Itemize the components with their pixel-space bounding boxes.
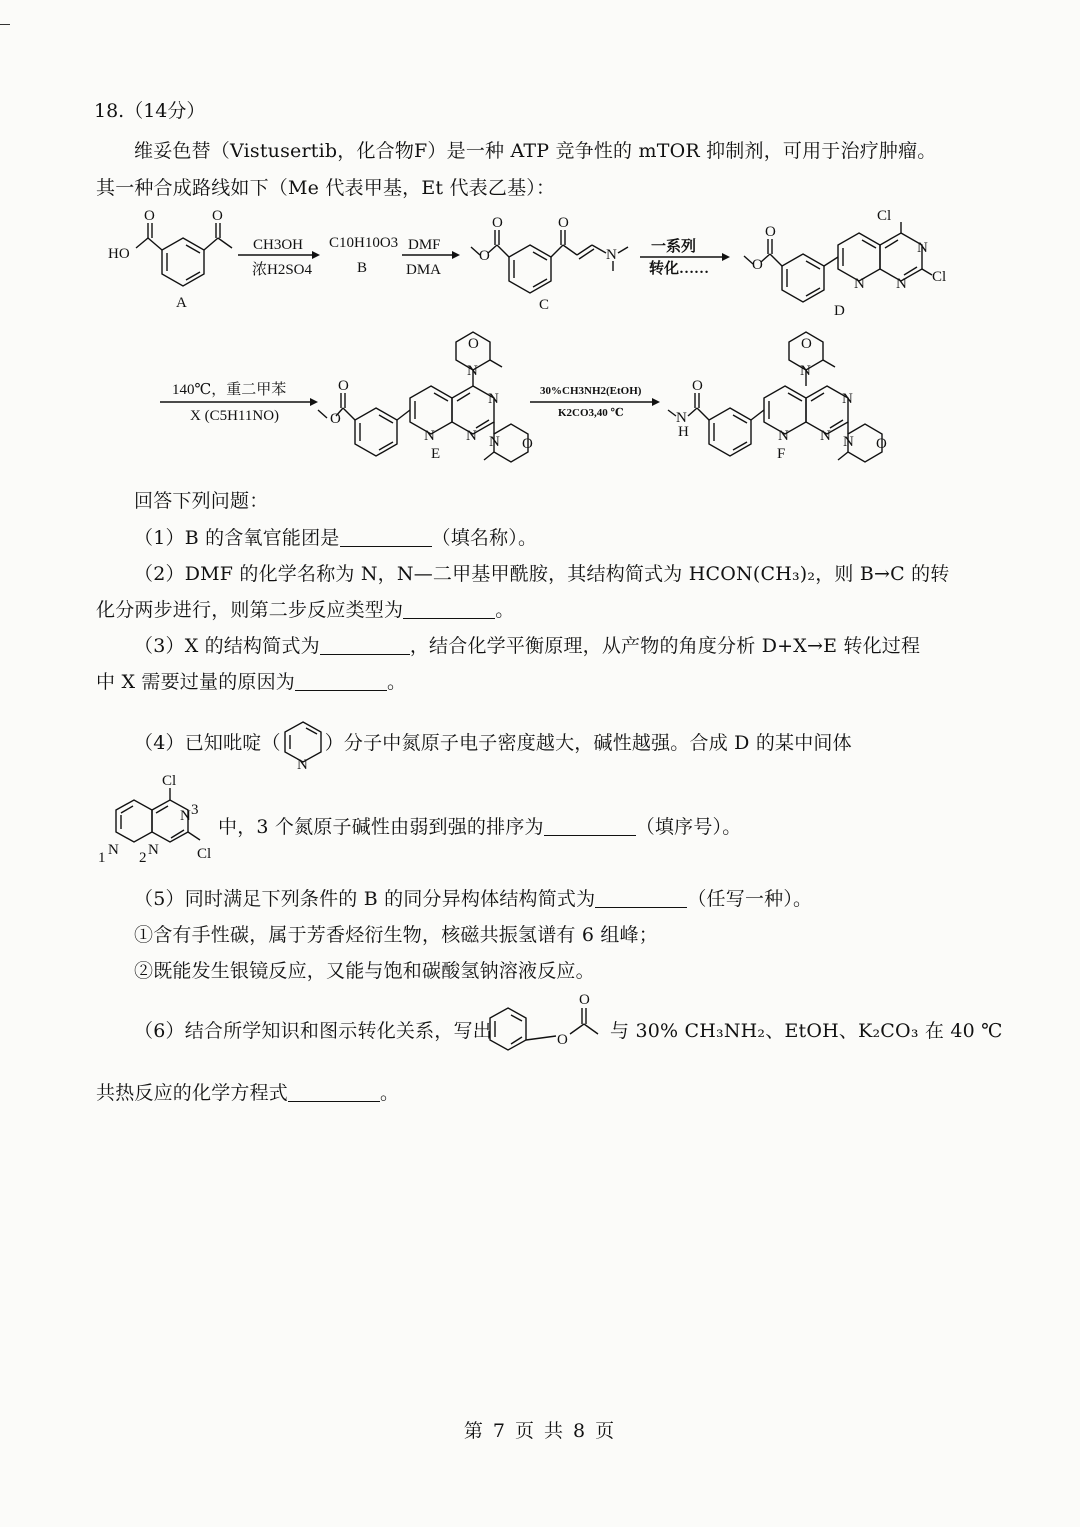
question-number: 18.（14分） xyxy=(94,100,206,122)
pyridine-structure xyxy=(281,718,325,773)
answer-blank xyxy=(295,671,387,691)
page-footer: 第 7 页 共 8 页 xyxy=(463,1420,617,1442)
q2-text-end: 。 xyxy=(495,599,515,621)
q4-text-end: ）分子中氮原子电子密度越大，碱性越强。合成 D 的某中间体 xyxy=(324,732,852,754)
atom-label: O xyxy=(492,215,503,231)
arrowhead xyxy=(452,251,460,259)
step3-condition: 转化…… xyxy=(649,261,710,277)
atom-label: N xyxy=(466,428,477,444)
step4-reagent: X (C5H11NO) xyxy=(190,408,280,424)
q4-text-end: （填序号）。 xyxy=(635,816,742,838)
atom-label: HO xyxy=(108,246,130,262)
compound-label-a: A xyxy=(176,295,187,311)
condition-1: ①含有手性碳，属于芳香烃衍生物，核磁共振氢谱有 6 组峰； xyxy=(134,924,658,946)
atom-label: O xyxy=(468,336,479,352)
q3-text: 中 X 需要过量的原因为 xyxy=(96,671,296,693)
atom-label: Cl xyxy=(932,269,947,285)
step5-condition: K2CO3,40 ℃ xyxy=(558,407,624,419)
answer-blank xyxy=(595,888,687,908)
atom-label: N xyxy=(778,428,789,444)
atom-label: O xyxy=(692,378,703,394)
atom-label: O xyxy=(752,257,763,273)
atom-label: O xyxy=(876,436,887,452)
atom-label: O xyxy=(522,436,533,452)
atom-label: N xyxy=(488,391,499,407)
atom-label: N xyxy=(800,363,811,379)
q5-text: （5）同时满足下列条件的 B 的同分异构体结构简式为 xyxy=(134,888,596,910)
atom-label: N xyxy=(424,428,435,444)
q5-text-end: （任写一种）。 xyxy=(687,888,813,910)
atom-label: N xyxy=(842,391,853,407)
question-2-line-1: （2）DMF 的化学名称为 N，N—二甲基甲酰胺，其结构简式为 HCON(CH₃)₂，则 B→C 的转 xyxy=(134,563,950,585)
atom-label: Cl xyxy=(162,773,177,789)
n-number-3: 3 xyxy=(191,802,199,818)
intro-line-2: 其一种合成路线如下（Me 代表甲基，Et 代表乙基）： xyxy=(96,177,556,199)
q6-text-end: 。 xyxy=(380,1082,400,1104)
atom-label: N xyxy=(108,842,119,858)
q4-text: 中，3 个氮原子碱性由弱到强的排序为 xyxy=(218,816,544,838)
atom-label: N xyxy=(148,842,159,858)
atom-label: N xyxy=(676,410,687,426)
question-4-line-1 xyxy=(134,718,852,773)
condition-2: ②既能发生银镜反应，又能与饱和碳酸氢钠溶液反应。 xyxy=(134,960,595,982)
arrowhead xyxy=(310,398,318,406)
atom-label: O xyxy=(144,208,155,224)
answer-blank xyxy=(340,527,432,547)
atom-label: N xyxy=(820,428,831,444)
intro-line-1: 维妥色替（Vistusertib，化合物F）是一种 ATP 竞争性的 mTOR 抑制剂，可用于治疗肿瘤。 xyxy=(134,140,937,162)
atom-label: N xyxy=(467,363,478,379)
atom-label: O xyxy=(558,215,569,231)
q1-text: （1）B 的含氧官能团是 xyxy=(134,527,340,549)
compound-label-c: C xyxy=(539,297,550,313)
q3-text-end: 。 xyxy=(387,671,407,693)
atom-label: N xyxy=(296,757,308,773)
atom-label: N xyxy=(843,434,854,450)
compound-label-f: F xyxy=(777,446,786,462)
step1-reagent: CH3OH xyxy=(253,237,304,253)
n-number-2: 2 xyxy=(139,850,147,866)
atom-label: O xyxy=(330,411,341,427)
b-formula: C10H10O3 xyxy=(329,235,399,251)
atom-label: Cl xyxy=(877,208,892,224)
question-6-line-2 xyxy=(96,1078,399,1105)
q4-text: （4）已知吡啶（ xyxy=(134,732,281,754)
answers-intro: 回答下列问题： xyxy=(134,490,269,512)
atom-label: O xyxy=(579,992,590,1008)
question-2-line-2 xyxy=(96,595,514,622)
answer-blank xyxy=(288,1082,380,1102)
atom-label: N xyxy=(854,276,865,292)
q3-text-end: ，结合化学平衡原理，从产物的角度分析 D+X→E 转化过程 xyxy=(409,635,921,657)
atom-label: O xyxy=(479,248,490,264)
answer-blank xyxy=(320,635,410,655)
atom-label: O xyxy=(338,378,349,394)
q6-text: 共热反应的化学方程式 xyxy=(96,1082,289,1104)
scheme-row-1 xyxy=(0,205,1080,320)
atom-label: N xyxy=(917,240,928,256)
atom-label: Cl xyxy=(197,846,212,862)
question-4-line-2 xyxy=(218,812,741,839)
step3-reagent: 一系列 xyxy=(651,239,697,255)
answer-blank xyxy=(544,816,636,836)
step5-reagent: 30%CH3NH2(EtOH) xyxy=(540,385,642,397)
intermediate-structure xyxy=(92,770,232,870)
atom-label: O xyxy=(557,1032,568,1048)
q1-text-end: （填名称）。 xyxy=(431,527,538,549)
atom-label: N xyxy=(489,434,500,450)
q6-text: （6）结合所学知识和图示转化关系，写出 xyxy=(134,1020,492,1042)
atom-label: O xyxy=(212,208,223,224)
atom-label: N xyxy=(606,247,617,263)
atom-label: H xyxy=(678,424,689,440)
compound-a-structure xyxy=(136,223,232,286)
question-3-line-2 xyxy=(96,667,406,694)
arrowhead xyxy=(312,251,320,259)
answer-blank xyxy=(403,599,495,619)
question-6-line-1 xyxy=(134,1016,492,1043)
arrowhead xyxy=(652,398,660,406)
compound-label-e: E xyxy=(431,446,441,462)
question-1 xyxy=(134,523,537,550)
n-number-1: 1 xyxy=(98,850,106,866)
phenyl-acetate-structure xyxy=(484,986,614,1056)
atom-label: N xyxy=(896,276,907,292)
scheme-row-2 xyxy=(0,330,1080,465)
question-5-line-1 xyxy=(134,884,812,911)
step2-condition: DMA xyxy=(406,262,442,278)
question-3-line-1 xyxy=(134,631,920,658)
compound-label-b: B xyxy=(357,260,368,276)
compound-label-d: D xyxy=(834,303,845,319)
step4-condition: 140℃，重二甲苯 xyxy=(172,382,287,398)
atom-label: N xyxy=(180,808,191,824)
q2-text: 化分两步进行，则第二步反应类型为 xyxy=(96,599,404,621)
arrowhead xyxy=(722,253,730,261)
q3-text: （3）X 的结构简式为 xyxy=(134,635,320,657)
step2-reagent: DMF xyxy=(408,237,441,253)
compound-c-structure xyxy=(471,230,628,293)
step1-condition: 浓H2SO4 xyxy=(252,262,313,278)
atom-label: O xyxy=(801,336,812,352)
question-6-line-1-end: 与 30% CH₃NH₂、EtOH、K₂CO₃ 在 40 ℃ xyxy=(610,1020,1003,1042)
corner-mark xyxy=(0,24,10,25)
atom-label: O xyxy=(765,224,776,240)
